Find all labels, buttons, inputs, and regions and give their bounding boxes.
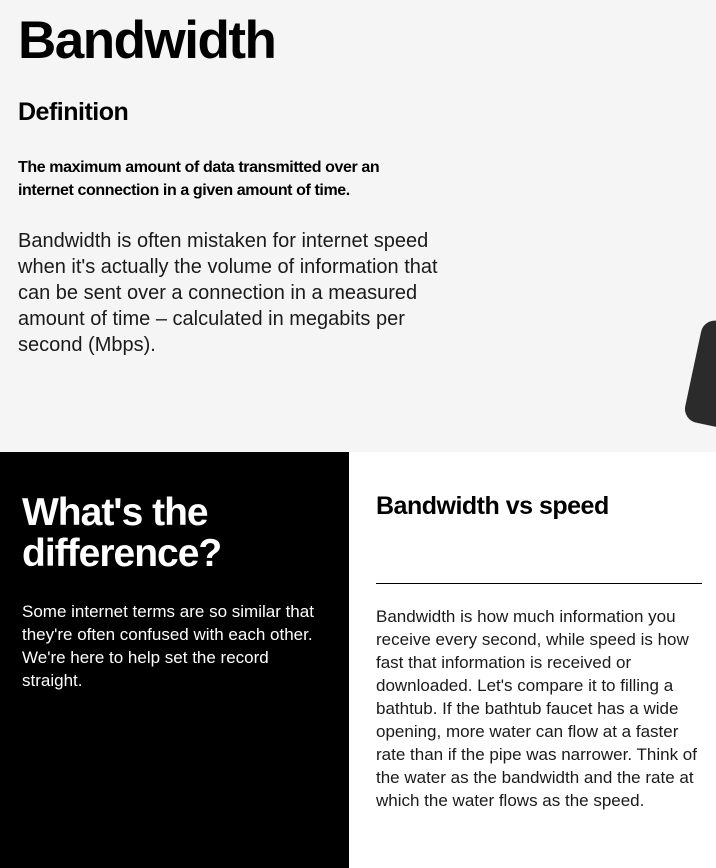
comparison-heading: Bandwidth vs speed xyxy=(376,492,609,520)
comparison-panel xyxy=(349,452,716,868)
difference-panel xyxy=(0,452,349,868)
comparison-text: Bandwidth is how much information you receive every second, while speed is how fast that information is received or downloaded. Let's compare it to filling a bathtub. If the bathtub faucet has a wide opening, more water can flow at a faster rate than if the pipe was narrower. Think of the water as the bandwidth and the rate at which the water flows as the speed. xyxy=(376,607,697,810)
explanation-paragraph: Bandwidth is often mistaken for internet speed when it's actually the volume of information that can be sent over a connection in a measured amount of time – calculated in megabits per second (Mbps). xyxy=(18,230,438,356)
device-image xyxy=(682,318,716,432)
difference-heading: What's the difference? xyxy=(22,491,222,575)
page-title: Bandwidth xyxy=(18,11,276,70)
divider xyxy=(376,583,702,584)
definition-heading: Definition xyxy=(18,98,129,126)
definition-text: The maximum amount of data transmitted over an internet connection in a given amount of time. xyxy=(18,159,380,199)
difference-text: Some internet terms are so similar that they're often confused with each other. We're here to help set the record straight. xyxy=(22,602,314,690)
